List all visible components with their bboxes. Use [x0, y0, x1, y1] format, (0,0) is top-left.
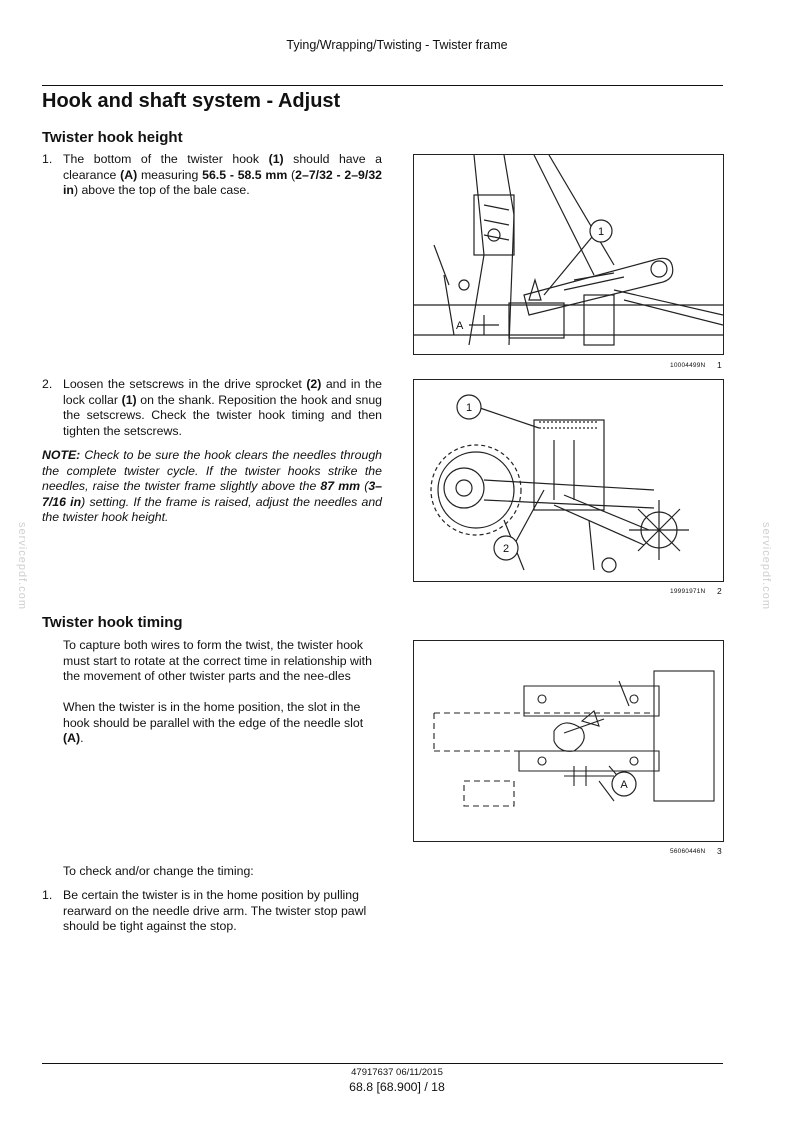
timing-paragraph-1: To capture both wires to form the twist, the twister hook must start to rotate at the correct time in relationship with the movement of other twister parts and the nee-dles [63, 638, 372, 684]
footer-rule [42, 1063, 723, 1064]
figure-1-hook-height [413, 154, 724, 355]
section-heading-hook-height: Twister hook height [42, 129, 183, 146]
figure-3-label-a: A [620, 779, 628, 791]
watermark-right: servicepdf.com [759, 522, 772, 610]
figure-2-id: 19991971N [670, 588, 706, 595]
figure-2-callout-1: 1 [465, 402, 473, 414]
watermark-left: servicepdf.com [15, 522, 28, 610]
figure-3-id: 56060446N [670, 848, 706, 855]
figure-1-id: 10004499N [670, 362, 706, 369]
section-heading-hook-timing: Twister hook timing [42, 614, 183, 631]
step-number: 1. [42, 152, 53, 166]
step-number: 2. [42, 377, 53, 391]
figure-3-drawing [414, 641, 723, 841]
figure-3-number: 3 [717, 846, 722, 856]
figure-3-timing [413, 640, 724, 842]
figure-2-drawing [414, 380, 723, 581]
timing-step-1-text: Be certain the twister is in the home position by pulling rearward on the needle drive arm. The twister stop pawl should be tight against the stop. [63, 888, 367, 934]
step-number: 1. [42, 888, 53, 902]
note-text: NOTE: Check to be sure the hook clears the needles through the complete twister cycle. If the twister hooks strike the needles, raise the twister frame slightly above the 87 mm (3–7/16 in) setting. If the frame is raised, adjust the needles and the twister hook height. [42, 448, 383, 525]
page-title: Hook and shaft system - Adjust [42, 90, 341, 112]
figure-1-label-a: A [456, 320, 464, 332]
figure-1-callout-1: 1 [597, 226, 605, 238]
step-2-text: Loosen the setscrews in the drive sprocket (2) and in the lock collar (1) on the shank. Reposition the hook and snug the setscrews. Check the twister hook timing and then tighten the setscrews. [63, 377, 382, 438]
figure-1-drawing [414, 155, 723, 354]
check-intro: To check and/or change the timing: [63, 864, 254, 878]
figure-2-callout-2: 2 [502, 543, 510, 555]
header-rule [42, 85, 723, 86]
footer-doc-code: 47917637 06/11/2015 [351, 1067, 443, 1078]
figure-2-sprocket [413, 379, 724, 582]
running-header: Tying/Wrapping/Twisting - Twister frame [286, 38, 508, 52]
figure-2-number: 2 [717, 586, 722, 596]
timing-paragraph-2: When the twister is in the home position, the slot in the hook should be parallel with the edge of the needle slot (A). [63, 700, 364, 746]
footer-page-ref: 68.8 [68.900] / 18 [349, 1080, 445, 1094]
step-1-text: The bottom of the twister hook (1) should have a clearance (A) measuring 56.5 - 58.5 mm (2–7/32 - 2–9/32 in) above the top of the bale case. [63, 152, 382, 198]
figure-1-number: 1 [717, 360, 722, 370]
